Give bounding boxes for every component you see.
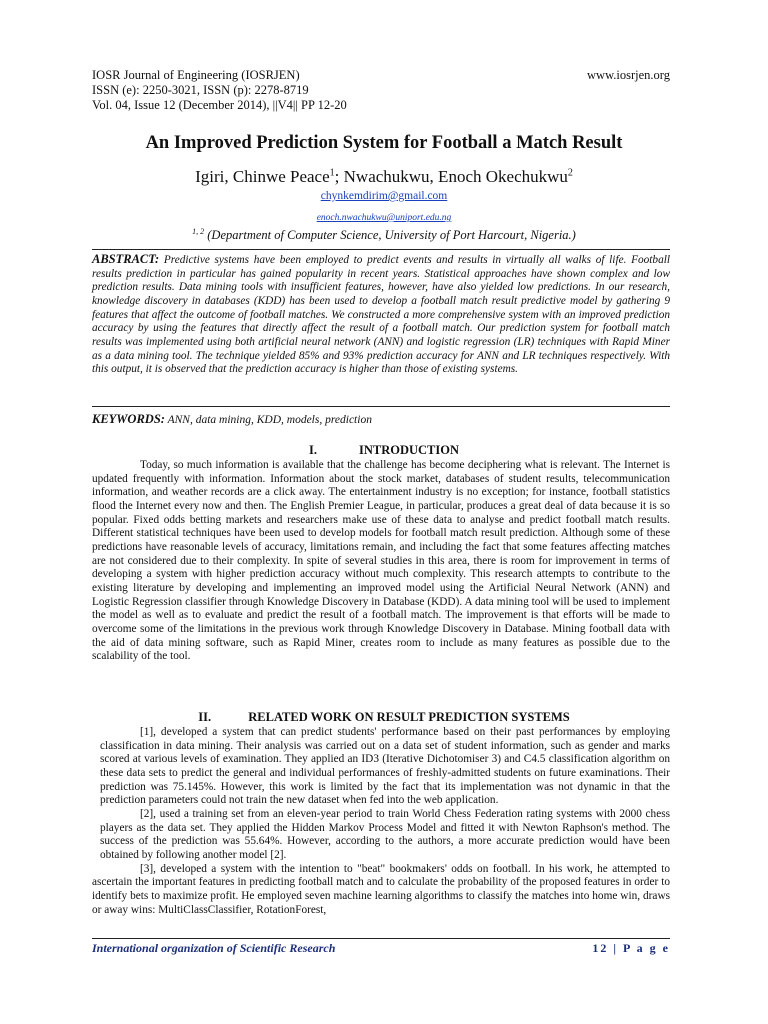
section-heading-related-work <box>0 710 768 725</box>
keywords-text: ANN, data mining, KDD, models, prediction <box>167 414 372 426</box>
footer-organization: International organization of Scientific Research <box>92 941 336 955</box>
journal-issn: ISSN (e): 2250-3021, ISSN (p): 2278-8719 <box>92 83 309 97</box>
affiliation <box>0 227 768 243</box>
journal-volume: Vol. 04, Issue 12 (December 2014), ||V4|| PP 12-20 <box>92 98 347 112</box>
paper-title: An Improved Prediction System for Football a Match Result <box>145 133 623 153</box>
abstract <box>92 249 670 407</box>
page-footer <box>92 941 670 956</box>
journal-header <box>92 68 670 113</box>
abstract-label: ABSTRACT: <box>92 252 160 266</box>
author-1: Igiri, Chinwe Peace <box>195 167 330 186</box>
author-line <box>0 167 768 187</box>
paragraph: [3], developed a system with the intention to "beat" bookmakers' odds on football. In his work, he attempted to ascertain the important features in predicting football match and to calculate the probability of the proposed features in order to identify bets to maximize profit. He employed seven machine learning algorithms to classify the matches into home win, draws or away wins: MultiClassClassifier, RotationForest, <box>92 862 670 916</box>
page-number: 12 | P a g e <box>592 941 670 955</box>
email-link-1[interactable]: chynkemdirim@gmail.com <box>320 190 448 202</box>
section-title-text: INTRODUCTION <box>358 443 459 457</box>
related-work-body <box>92 726 670 917</box>
paragraph: [1], developed a system that can predict students' performance based on their past performances by employing classification in data mining. Their analysis was carried out on a data set of student information, such as gender and marks scored at various levels of examination. They applied an ID3 (Iterative Dichotomiser 3) and C4.5 classification algorithm on these data sets to predict the general and individual performances of freshly-admitted students on future examinations. Their prediction was 75.145%. However, this work is limited by the fact that its implementation was not dynamic in that the prediction parameters could not train the new dataset when fed into the web application. <box>100 726 670 807</box>
keywords <box>92 412 670 427</box>
paragraph: Today, so much information is available that the challenge has become deciphering what is relevant. The Internet is updated frequently with information. Information about the stock market, databases of student results, telecommunication information, and weather records are a click away. The entertainment industry is no exception; for instance, football statistics flood the Internet every now and then. The English Premier League, in particular, produces a great deal of data because it is so popular. Fixed odds betting markets and researchers make use of these data to analyse and predict football match results. Different statistical techniques have been used to develop models for football match result prediction. Although some of these predictions have reasonable levels of accuracy, limitations remain, and including the fact that some features affecting matches are not considered due to their complexity. In spite of several studies in this area, there is room for improvement in terms of developing a system with higher prediction accuracy without much complexity. This research attempts to contribute to the existing literature by developing and implementing an improved model using the Artificial Neural Network (ANN) and Logistic Regression classifier through Knowledge Discovery in Database (KDD). A data mining tool will be used to implement the model as well as to evaluate and predict the result of a football match. The improvement is that efforts will be made to overcome some of the limitations in the previous work through Knowledge Discovery in Database. Mining football data with the aid of data mining software, such as Rapid Miner, creates room to include as many features as possible due to the scalability of the tool. <box>92 459 670 663</box>
affiliation-sup: 1, 2 <box>192 227 205 236</box>
affiliation-text: (Department of Computer Science, University of Port Harcourt, Nigeria.) <box>207 228 576 243</box>
introduction-body <box>92 459 670 664</box>
journal-website: www.iosrjen.org <box>587 68 670 82</box>
author-2-sup: 2 <box>567 167 573 179</box>
section-number: I. <box>308 443 317 457</box>
footer-divider <box>92 938 670 939</box>
author-1-sup: 1 <box>329 167 335 179</box>
author-separator: ; <box>334 167 344 186</box>
keywords-label: KEYWORDS: <box>92 412 165 426</box>
abstract-text: Predictive systems have been employed to predict events and results in virtually all walks of life. Football results prediction in particular has gained popularity in recent years. Statistical approaches have shown complex and low prediction results. Data mining tools with insufficient features, however, have also yielded low predictions. In our research, knowledge discovery in databases (KDD) has been used to develop a football match result predictive model by gathering 9 features that affect the outcome of football matches. We constructed a more comprehensive system with an improved prediction accuracy by using the features that directly affect the result of a football match. Our prediction system for football match results was implemented using both artificial neural network (ANN) and logistic regression (LR) techniques with Rapid Miner as a data mining tool. The technique yielded 85% and 93% prediction accuracy for ANN and LR techniques respectively. With this output, it is observed that the prediction accuracy is higher than those of existing systems. <box>92 254 671 376</box>
paragraph: [2], used a training set from an eleven-year period to train World Chess Federation rating systems with 2000 chess players as the data set. They applied the Hidden Markov Process Model and fitted it with Newton Raphson's method. The success of the prediction was 55.64%. However, according to the authors, a more accurate prediction would have been obtained by following another model [2]. <box>100 807 670 861</box>
journal-name: IOSR Journal of Engineering (IOSRJEN) <box>92 68 300 82</box>
section-number: II. <box>198 710 212 724</box>
author-2: Nwachukwu, Enoch Okechukwu <box>343 167 568 186</box>
section-title-text: RELATED WORK ON RESULT PREDICTION SYSTEMS <box>248 710 570 724</box>
section-heading-introduction <box>0 443 768 458</box>
email-link-2[interactable]: enoch.nwachukwu@uniport.edu.ng <box>316 213 452 223</box>
